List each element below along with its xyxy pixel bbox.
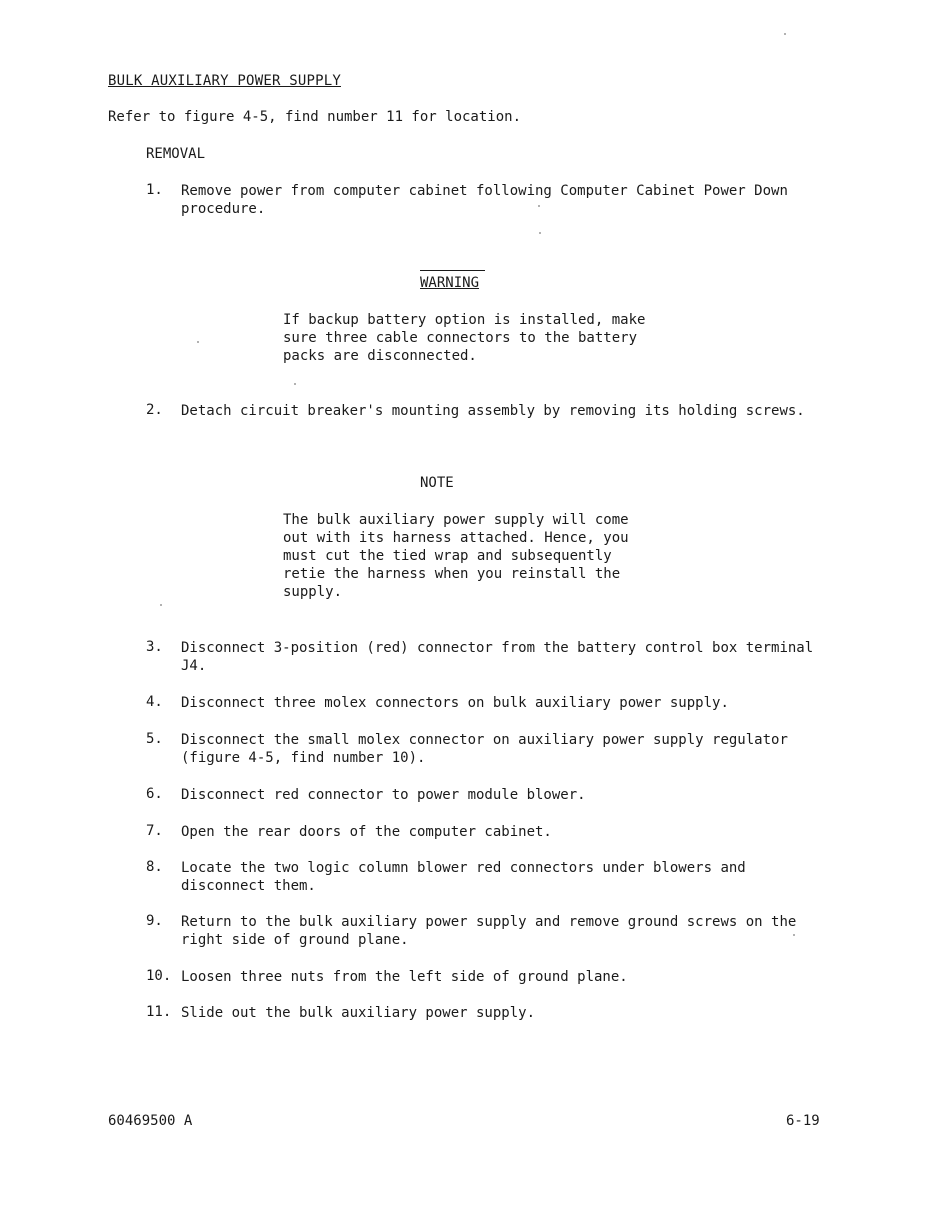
step-number: 3.: [146, 639, 163, 655]
scan-speck: [539, 232, 541, 234]
footer-document-number: 60469500 A: [108, 1113, 193, 1129]
scan-speck: [160, 604, 162, 606]
step-text: Loosen three nuts from the left side of ground plane.: [181, 969, 628, 985]
step-number: 1.: [146, 182, 163, 198]
step-text: Locate the two logic column blower red connectors under blowers and disconnect them.: [181, 860, 746, 894]
step-number: 8.: [146, 859, 163, 875]
warning-body: If backup battery option is installed, make sure three cable connectors to the battery packs are disconnected.: [283, 312, 646, 364]
step-number: 4.: [146, 694, 163, 710]
step-text: Remove power from computer cabinet following Computer Cabinet Power Down procedure.: [181, 183, 788, 217]
note-body: The bulk auxiliary power supply will come out with its harness attached. Hence, you must cut the tied wrap and subsequently retie the harness when you reinstall the supply.: [283, 512, 629, 600]
warning-heading: WARNING: [420, 275, 480, 291]
step-number: 11.: [146, 1004, 172, 1020]
step-text: Disconnect the small molex connector on auxiliary power supply regulator (figure 4-5, find number 10).: [181, 732, 788, 766]
step-number: 5.: [146, 731, 163, 747]
step-text: Open the rear doors of the computer cabinet.: [181, 824, 552, 840]
note-heading: NOTE: [420, 475, 454, 491]
step-text: Detach circuit breaker's mounting assembly by removing its holding screws.: [181, 403, 805, 419]
intro-text: Refer to figure 4-5, find number 11 for location.: [108, 109, 522, 125]
warning-rule: [420, 270, 485, 271]
step-text: Slide out the bulk auxiliary power supply.: [181, 1005, 536, 1021]
scan-speck: [538, 205, 540, 207]
scan-speck: [793, 934, 795, 936]
page-title: BULK AUXILIARY POWER SUPPLY: [108, 73, 341, 89]
step-number: 2.: [146, 402, 163, 418]
footer-page-number: 6-19: [786, 1113, 820, 1129]
scan-speck: [197, 341, 199, 343]
step-text: Disconnect red connector to power module blower.: [181, 787, 586, 803]
step-text: Return to the bulk auxiliary power supply and remove ground screws on the right side of ground plane.: [181, 914, 797, 948]
section-heading-removal: REMOVAL: [146, 146, 206, 162]
scan-speck: [294, 383, 296, 385]
step-number: 6.: [146, 786, 163, 802]
step-text: Disconnect 3-position (red) connector from the battery control box terminal J4.: [181, 640, 814, 674]
step-text: Disconnect three molex connectors on bulk auxiliary power supply.: [181, 695, 729, 711]
step-number: 7.: [146, 823, 163, 839]
step-number: 9.: [146, 913, 163, 929]
scan-speck: [784, 33, 786, 35]
step-number: 10.: [146, 968, 172, 984]
